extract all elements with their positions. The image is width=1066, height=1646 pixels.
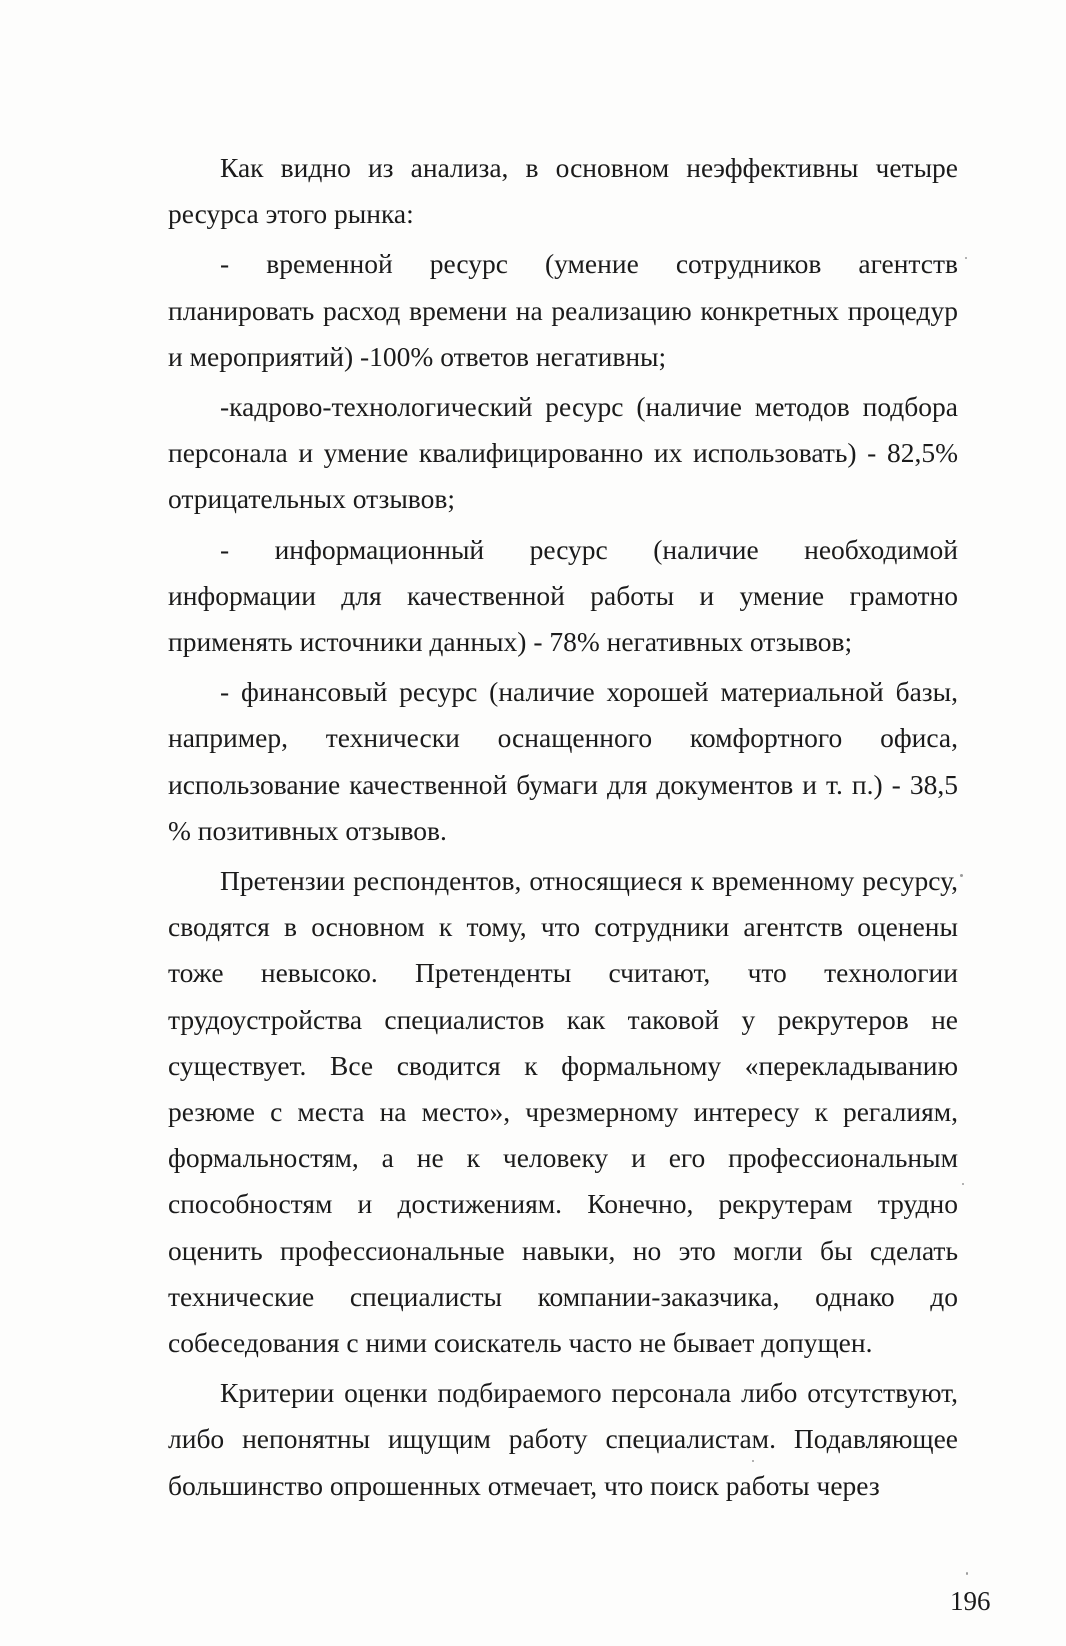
paragraph-criteria: Критерии оценки подбираемого персонала либо отсутствуют, либо непонятны ищущим работу специалистам. Подавляющее большинство опрошенных отмечает, что поиск работы через — [168, 1377, 958, 1501]
list-item-info-resource: - информационный ресурс (наличие необходимой информации для качественной работы и умение грамотно применять источники данных) - 78% негативных отзывов; — [168, 533, 958, 658]
list-item-hr-resource: -кадрово-технологический ресурс (наличие методов подбора персонала и умение квалифицированно их использовать) - 82,5% отрицательных отзывов; — [168, 391, 958, 515]
scan-speck — [752, 1460, 754, 1462]
scan-speck — [962, 1183, 964, 1185]
paragraph-intro: Как видно из анализа, в основном неэффективны четыре ресурса этого рынка: — [168, 152, 958, 230]
scan-speck — [966, 1572, 968, 1575]
list-item-time-resource: - временной ресурс (умение сотрудников агентств планировать расход времени на реализацию конкретных процедур и мероприятий) -100% ответов негативны; — [168, 248, 958, 372]
list-item-finance-resource: - финансовый ресурс (наличие хорошей материальной базы, например, технически оснащенного комфортного офиса, использование качественной бумаги для документов и т. п.) - 38,5 % позитивных отзывов. — [168, 676, 958, 846]
body-text — [168, 145, 958, 1509]
scan-speck — [960, 874, 963, 877]
scan-speck — [965, 257, 967, 259]
paragraph-claims: Претензии респондентов, относящиеся к временному ресурсу, сводятся в основном к тому, что сотрудники агентств оценены тоже невысоко. Претенденты считают, что технологии трудоустройства специалистов как таковой у рекрутеров не существует. Все сводится к формальному «перекладыванию резюме с места на место», чрезмерному интересу к регалиям, формальностям, а не к человеку и его профессиональным способностям и достижениям. Конечно, рекрутерам трудно оценить профессиональные навыки, но это могли бы сделать технические специалисты компании-заказчика, однако до собеседования с ними соискатель часто не бывает допущен. — [168, 865, 958, 1359]
page-number: 196 — [950, 1586, 991, 1616]
